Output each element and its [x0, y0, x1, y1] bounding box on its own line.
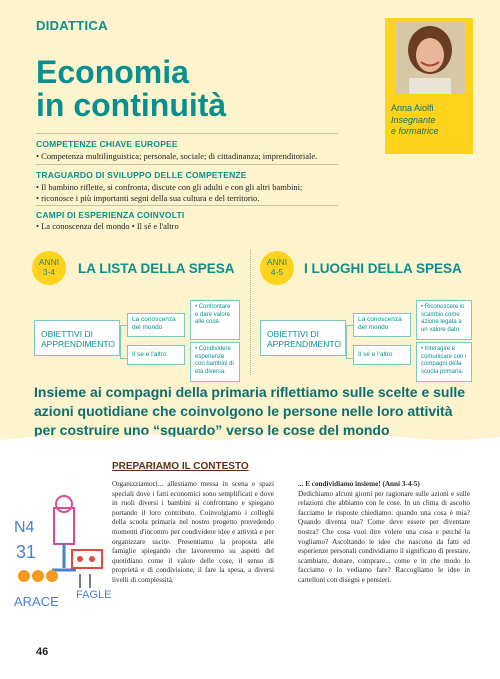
divider — [36, 205, 338, 206]
age-badge — [260, 251, 294, 285]
column-divider — [250, 250, 252, 375]
age-badge — [32, 251, 66, 285]
field-box: La conoscenza del mondo — [353, 313, 411, 337]
field-box: Il sé e l'altro — [127, 345, 185, 365]
traguardo-line-2: • riconosce i più importanti segni della sua cultura e del territorio. — [36, 193, 260, 203]
portrait-icon — [395, 22, 465, 94]
goal-box: • Confrontare e dare valore alle cose. — [190, 300, 240, 340]
goal-box: • Condividere esperienze con bambini di età diversa. — [190, 342, 240, 382]
badge-line-2: 4-5 — [270, 267, 284, 277]
objectives-line-2: APPRENDIMENTO — [267, 339, 341, 349]
section-kicker: DIDATTICA — [36, 18, 108, 33]
campi-text: • La conoscenza del mondo • Il sé e l'altro — [36, 221, 179, 231]
competenze-text: • Competenza multilinguistica; personale, sociale; di cittadinanza; imprenditoriale. — [36, 151, 318, 161]
author-role-line-1: Insegnante — [391, 115, 436, 125]
badge-line-1: ANNI — [38, 257, 60, 267]
svg-text:31: 31 — [16, 542, 37, 562]
author-name: Anna Aiolfi — [391, 103, 434, 113]
traguardo-line-1: • Il bambino riflette, si confronta, discute con gli adulti e con gli altri bambini; — [36, 182, 303, 192]
connector — [346, 325, 353, 359]
badge-line-2: 3-4 — [42, 267, 56, 277]
title-line-2: in continuità — [36, 87, 227, 123]
badge-line-1: ANNI — [266, 257, 288, 267]
svg-text:FAGLE: FAGLE — [76, 589, 112, 601]
drawing-lettering: ARACE — [14, 594, 59, 609]
divider — [36, 164, 338, 165]
author-role-line-2: e formatrice — [391, 126, 439, 136]
child-drawing — [10, 488, 120, 618]
author-role — [391, 115, 439, 137]
drawing-icon — [10, 488, 120, 618]
page-number: 46 — [36, 646, 49, 658]
objectives-line-1: OBIETTIVI DI — [41, 329, 93, 339]
goal-box: • Riconoscere lo scambio come azione legata a un valore dato. — [416, 300, 472, 340]
article-column-1: Organizziamoci... allestiamo messa in scena e spazi speciali dove i fatti economici sono semplificati e dove in ruoli diversi i bambini si confrontano e spiegano portando il loro contributo. Coinvolgiamo i colleghi della scuola primaria nel nostro progetto prevedendo momenti d'incontro per condividere idee e attività e per organizzare uscite. Presentiamo la proposta alle famiglie spiegando che lavoreremo su aspetti del quotidiano come il valore delle cose, il senso di proprietà e di condivisione, il fare la spesa, a diversi livelli di complessità. — [112, 480, 274, 584]
competenze-heading: COMPETENZE CHIAVE EUROPEE — [36, 139, 178, 149]
activity-title: LA LISTA DELLA SPESA — [78, 261, 235, 276]
author-photo — [395, 22, 465, 94]
objectives-line-2: APPRENDIMENTO — [41, 339, 115, 349]
connector — [120, 325, 127, 359]
field-box: Il sé e l'altro — [353, 345, 411, 365]
torn-edge — [0, 430, 500, 450]
svg-text:N4: N4 — [14, 519, 35, 536]
lead-paragraph: Insieme ai compagni della primaria riflettiamo sulle scelte e sulle azioni quotidiane che coinvolgono le persone nelle loro attività per costruire uno “sguardo” verso le cose del mondo — [34, 384, 466, 438]
objectives-label — [260, 320, 346, 356]
title-line-1: Economia — [36, 54, 189, 90]
field-box: La conoscenza del mondo — [127, 313, 185, 337]
article-heading: PREPARIAMO IL CONTESTO — [112, 461, 249, 472]
divider — [36, 133, 338, 134]
goal-box: • Interagire e comunicare con i compagni della scuola primaria. — [416, 342, 472, 382]
objectives-line-1: OBIETTIVI DI — [267, 329, 319, 339]
campi-heading: CAMPI DI ESPERIENZA COINVOLTI — [36, 210, 185, 220]
objectives-label — [34, 320, 120, 356]
column-2-heading: ... E condividiamo insieme! (Anni 3-4-5) — [298, 480, 420, 488]
traguardo-heading: TRAGUARDO DI SVILUPPO DELLE COMPETENZE — [36, 170, 247, 180]
page-title — [36, 56, 226, 122]
column-2-text: Dedichiamo alcuni giorni per ragionare sulle azioni e sulle relazioni che abbiamo con le cose. In un clima di ascolto facciamo le risposte chiediamo: quando una cosa è mia? Quando diventa tua? Come deve essere per diventare nostra? Che cosa vuol dire volere una cosa e perché la vogliamo? Ascoltando le idee che nascono da fatti ed esperienze personali condividiamo il significato di prestare, scambiare, donare, comprare... come e in che modo lo facciamo e lo vediamo fare? Raccogliamo le idee in cartelloni con disegni e pensieri. — [298, 489, 470, 584]
activity-title: I LUOGHI DELLA SPESA — [304, 261, 462, 276]
article-column-2 — [298, 480, 470, 586]
